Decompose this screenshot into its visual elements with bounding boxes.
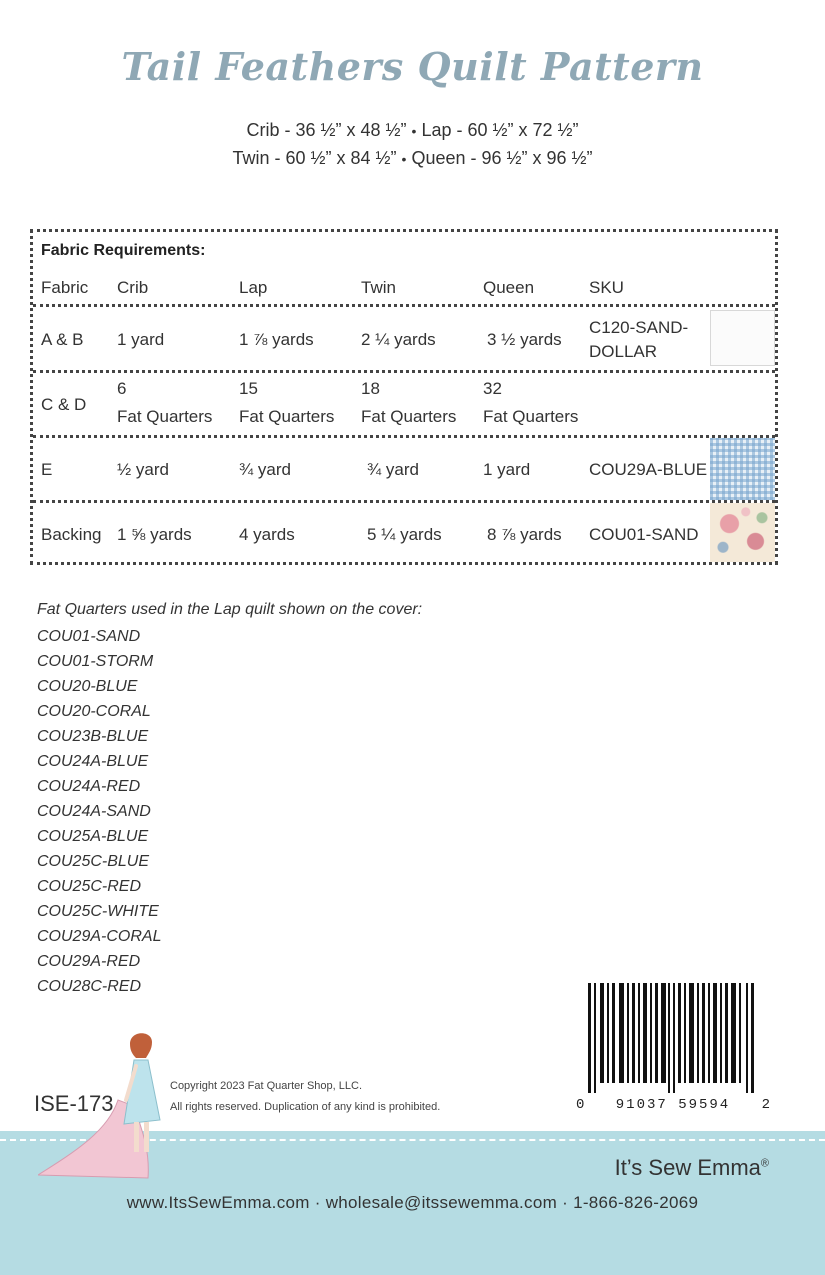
crib-unit: Fat Quarters (117, 407, 213, 426)
list-item: COU24A-RED (37, 778, 141, 795)
fabric-name: Backing (41, 525, 102, 544)
row-divider (33, 304, 775, 307)
size-line-2 (0, 148, 825, 169)
brand-text: It’s Sew Emma (614, 1155, 761, 1180)
size-twin: Twin - 60 ½” x 84 ½” (232, 148, 397, 168)
sku-line-1: C120-SAND- (589, 318, 689, 337)
list-item: COU24A-SAND (37, 803, 151, 820)
twin-amount: 5 ¼ yards (367, 525, 442, 544)
barcode-number-left: 0 (576, 1097, 585, 1113)
fabric-name: E (41, 460, 53, 479)
barcode-image (588, 983, 756, 1093)
list-item: COU29A-CORAL (37, 928, 162, 945)
table-row (33, 503, 775, 562)
list-item: COU20-CORAL (37, 703, 151, 720)
fabric-swatch-image (710, 438, 775, 500)
list-item: COU01-STORM (37, 653, 154, 670)
barcode-number (576, 1097, 770, 1113)
lap-amount: 1 ⅞ yards (239, 330, 314, 349)
fabric-name: A & B (41, 330, 84, 349)
fabric-swatch-image (710, 310, 775, 366)
list-item: COU29A-RED (37, 953, 141, 970)
list-item: COU24A-BLUE (37, 753, 149, 770)
col-crib: Crib (117, 278, 149, 297)
pattern-number: ISE-173 (34, 1091, 114, 1116)
table-row (33, 373, 775, 435)
queen-amount: 3 ½ yards (487, 330, 562, 349)
fabric-name: C & D (41, 395, 87, 414)
col-twin: Twin (361, 278, 396, 297)
table-heading: Fabric Requirements: (41, 242, 206, 259)
size-separator: • (411, 123, 417, 139)
crib-count: 6 (117, 379, 127, 398)
list-item: COU01-SAND (37, 628, 141, 645)
queen-count: 32 (483, 379, 502, 398)
crib-amount: 1 ⅝ yards (117, 525, 192, 544)
copyright-line: Copyright 2023 Fat Quarter Shop, LLC. (170, 1080, 362, 1092)
size-queen: Queen - 96 ½” x 96 ½” (411, 148, 593, 168)
list-item: COU25C-RED (37, 878, 142, 895)
list-item: COU28C-RED (37, 978, 142, 995)
twin-amount: 2 ¼ yards (361, 330, 436, 349)
fat-quarters-list (37, 624, 161, 999)
col-sku: SKU (589, 278, 624, 297)
sku-code: COU01-SAND (589, 525, 699, 544)
col-fabric: Fabric (41, 278, 89, 297)
list-item: COU23B-BLUE (37, 728, 149, 745)
barcode-number-right: 2 (761, 1097, 770, 1113)
col-queen: Queen (483, 278, 535, 297)
table-row (33, 438, 775, 500)
crib-amount: 1 yard (117, 330, 165, 349)
rights-line: All rights reserved. Duplication of any kind is prohibited. (170, 1101, 441, 1113)
twin-count: 18 (361, 379, 380, 398)
barcode-number-middle: 91037 59594 (615, 1097, 731, 1113)
lap-amount: 4 yards (239, 525, 295, 544)
sku-line-2: DOLLAR (589, 342, 658, 361)
list-item: COU20-BLUE (37, 678, 138, 695)
twin-unit: Fat Quarters (361, 407, 457, 426)
queen-amount: 8 ⅞ yards (487, 525, 562, 544)
lap-unit: Fat Quarters (239, 407, 335, 426)
contact-line: www.ItsSewEmma.com · wholesale@itssewemma.com · 1-866-826-2069 (126, 1193, 699, 1212)
table-row (33, 308, 775, 370)
pattern-title: Tail Feathers Quilt Pattern (121, 44, 704, 89)
col-lap: Lap (239, 278, 268, 297)
list-item: COU25C-WHITE (37, 903, 159, 920)
queen-amount: 1 yard (483, 460, 531, 479)
lap-amount: ¾ yard (239, 460, 291, 479)
fabric-swatch-image (710, 503, 775, 562)
fat-quarters-heading: Fat Quarters used in the Lap quilt shown on the cover: (37, 601, 423, 618)
list-item: COU25C-BLUE (37, 853, 150, 870)
registered-mark: ® (760, 1157, 769, 1170)
size-separator: • (401, 151, 407, 167)
lap-count: 15 (239, 379, 258, 398)
twin-amount: ¾ yard (367, 460, 419, 479)
sku-code: COU29A-BLUE (589, 460, 708, 479)
size-line-1 (0, 120, 825, 141)
fabric-requirements-table (30, 229, 778, 565)
size-lap: Lap - 60 ½” x 72 ½” (421, 120, 579, 140)
queen-unit: Fat Quarters (483, 407, 579, 426)
crib-amount: ½ yard (117, 460, 169, 479)
brand-name (615, 1155, 769, 1181)
size-crib: Crib - 36 ½” x 48 ½” (246, 120, 407, 140)
list-item: COU25A-BLUE (37, 828, 149, 845)
